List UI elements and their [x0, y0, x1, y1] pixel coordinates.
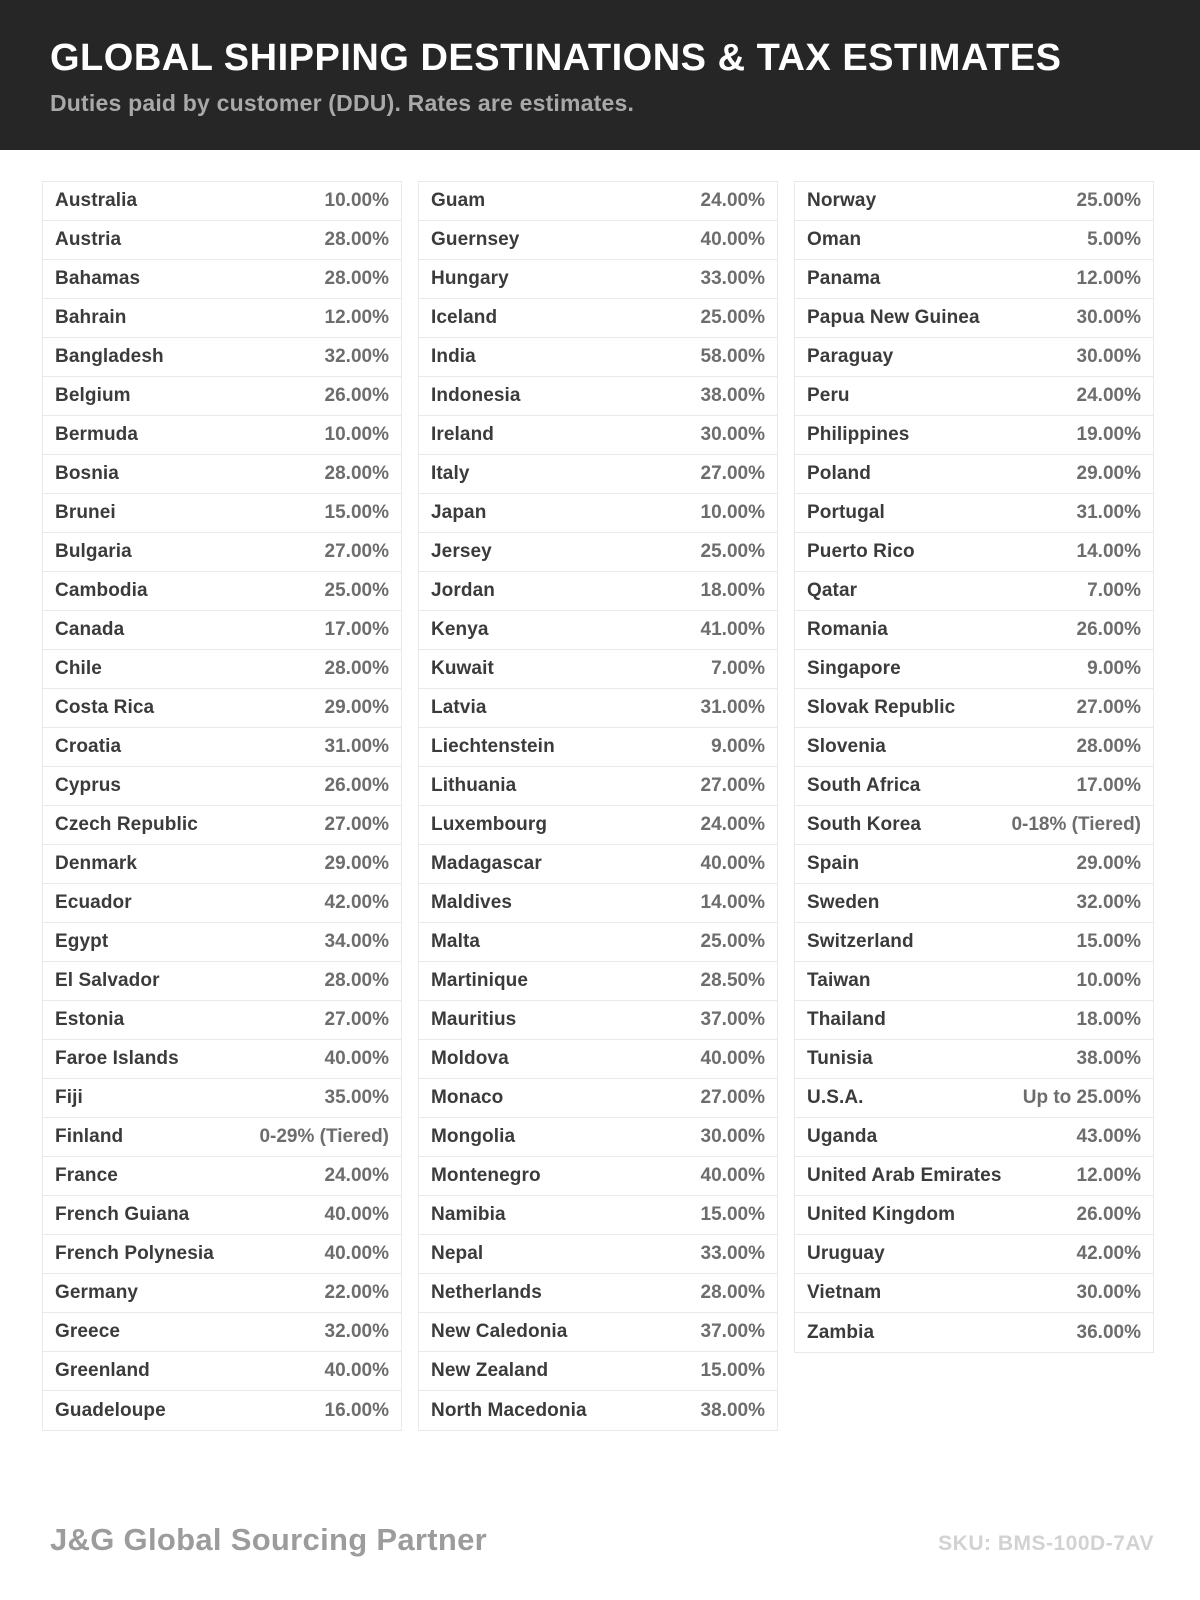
country-name: Netherlands [431, 1282, 542, 1303]
table-row [419, 806, 777, 845]
country-name: Nepal [431, 1243, 484, 1264]
tax-rate: 40.00% [700, 853, 765, 874]
country-name: Latvia [431, 697, 487, 718]
country-name: Ireland [431, 424, 494, 445]
tax-rate: 31.00% [700, 697, 765, 718]
country-name: Costa Rica [55, 697, 155, 718]
table-row [795, 1235, 1153, 1274]
tax-rate: 37.00% [700, 1009, 765, 1030]
tax-rate: 32.00% [1076, 892, 1141, 913]
table-row [43, 1118, 401, 1157]
tax-rate: 33.00% [700, 1243, 765, 1264]
tax-rate: 31.00% [1076, 502, 1141, 523]
tax-rate: 15.00% [1076, 931, 1141, 952]
country-name: El Salvador [55, 970, 160, 991]
tax-rate: 40.00% [700, 1165, 765, 1186]
table-row [43, 338, 401, 377]
tax-rate: 30.00% [1076, 346, 1141, 367]
table-row [43, 689, 401, 728]
country-name: Martinique [431, 970, 529, 991]
country-name: Jordan [431, 580, 495, 601]
country-name: Tunisia [807, 1048, 873, 1069]
table-row [43, 221, 401, 260]
table-row [43, 533, 401, 572]
table-row [795, 1157, 1153, 1196]
tax-rate: 28.00% [324, 229, 389, 250]
country-name: Guernsey [431, 229, 520, 250]
country-name: Fiji [55, 1087, 83, 1108]
table-row [43, 1001, 401, 1040]
tax-rate: 25.00% [324, 580, 389, 601]
tax-rate: 27.00% [700, 1087, 765, 1108]
country-name: South Africa [807, 775, 921, 796]
table-row [419, 338, 777, 377]
country-name: Japan [431, 502, 487, 523]
tax-rate: 24.00% [700, 814, 765, 835]
table-row [419, 1235, 777, 1274]
tax-rate: 29.00% [324, 853, 389, 874]
tax-rate: 5.00% [1087, 229, 1141, 250]
country-name: Portugal [807, 502, 885, 523]
table-row [43, 1274, 401, 1313]
table-row [795, 377, 1153, 416]
country-name: Poland [807, 463, 871, 484]
table-row [43, 377, 401, 416]
table-row [43, 650, 401, 689]
table-row [419, 533, 777, 572]
country-name: Cambodia [55, 580, 148, 601]
table-row [795, 806, 1153, 845]
table-row [419, 1118, 777, 1157]
page-footer [50, 1522, 1154, 1558]
table-row [419, 1157, 777, 1196]
country-name: Liechtenstein [431, 736, 555, 757]
rates-column-1 [42, 181, 402, 1431]
table-row [419, 1352, 777, 1391]
tax-rate: 29.00% [324, 697, 389, 718]
country-name: Czech Republic [55, 814, 198, 835]
table-row [419, 1391, 777, 1430]
tax-rate: 40.00% [700, 1048, 765, 1069]
rates-column-3 [794, 181, 1154, 1353]
tax-rate: 24.00% [700, 190, 765, 211]
country-name: Montenegro [431, 1165, 541, 1186]
table-row [795, 1313, 1153, 1352]
table-row [795, 728, 1153, 767]
tax-rate: 0-18% (Tiered) [1011, 814, 1141, 835]
country-name: Qatar [807, 580, 858, 601]
country-name: Brunei [55, 502, 116, 523]
table-row [419, 416, 777, 455]
tax-rate: 24.00% [1076, 385, 1141, 406]
tax-rate: 19.00% [1076, 424, 1141, 445]
country-name: Maldives [431, 892, 513, 913]
country-name: Monaco [431, 1087, 504, 1108]
country-name: India [431, 346, 476, 367]
table-row [795, 416, 1153, 455]
country-name: Cyprus [55, 775, 122, 796]
tax-rate: 40.00% [324, 1243, 389, 1264]
table-row [43, 767, 401, 806]
table-row [43, 1313, 401, 1352]
tax-rate: 25.00% [700, 931, 765, 952]
tax-rate: 28.00% [324, 463, 389, 484]
country-name: Finland [55, 1126, 124, 1147]
tax-rate: 40.00% [324, 1048, 389, 1069]
country-name: Puerto Rico [807, 541, 915, 562]
table-row [795, 650, 1153, 689]
country-name: Kenya [431, 619, 489, 640]
country-name: Bosnia [55, 463, 119, 484]
tax-rate: 17.00% [324, 619, 389, 640]
table-row [795, 689, 1153, 728]
table-row [795, 611, 1153, 650]
country-name: North Macedonia [431, 1399, 587, 1421]
table-row [795, 884, 1153, 923]
tax-rate: 9.00% [711, 736, 765, 757]
rates-table [42, 181, 1154, 1431]
table-row [795, 923, 1153, 962]
tax-rate: 28.00% [324, 658, 389, 679]
country-name: Greenland [55, 1360, 150, 1381]
tax-rate: 7.00% [1087, 580, 1141, 601]
country-name: Kuwait [431, 658, 494, 679]
table-row [795, 182, 1153, 221]
table-row [795, 1118, 1153, 1157]
country-name: Philippines [807, 424, 910, 445]
tax-rate: 27.00% [324, 814, 389, 835]
tax-rate: 30.00% [700, 424, 765, 445]
tax-rate: 43.00% [1076, 1126, 1141, 1147]
tax-rate: 26.00% [324, 775, 389, 796]
tax-rate: 27.00% [1076, 697, 1141, 718]
table-row [795, 494, 1153, 533]
table-row [419, 299, 777, 338]
country-name: Canada [55, 619, 125, 640]
table-row [419, 377, 777, 416]
table-row [43, 299, 401, 338]
tax-rate: 0-29% (Tiered) [259, 1126, 389, 1147]
tax-rate: 26.00% [1076, 619, 1141, 640]
tax-rate: 25.00% [700, 307, 765, 328]
table-row [43, 572, 401, 611]
tax-rate: 18.00% [1076, 1009, 1141, 1030]
tax-rate: 27.00% [700, 775, 765, 796]
table-row [419, 611, 777, 650]
tax-rate: 32.00% [324, 1321, 389, 1342]
tax-rate: 14.00% [700, 892, 765, 913]
table-row [43, 884, 401, 923]
country-name: France [55, 1165, 118, 1186]
table-row [43, 182, 401, 221]
sku-label: SKU: BMS-100D-7AV [938, 1532, 1154, 1555]
country-name: Lithuania [431, 775, 517, 796]
country-name: Uganda [807, 1126, 878, 1147]
country-name: French Guiana [55, 1204, 190, 1225]
tax-rate: 58.00% [700, 346, 765, 367]
country-name: Norway [807, 190, 877, 211]
tax-rate: 26.00% [324, 385, 389, 406]
table-row [419, 455, 777, 494]
table-row [419, 845, 777, 884]
table-row [419, 923, 777, 962]
table-row [419, 650, 777, 689]
country-name: Germany [55, 1282, 139, 1303]
tax-rate: 29.00% [1076, 853, 1141, 874]
country-name: Australia [55, 190, 138, 211]
tax-rate: 22.00% [324, 1282, 389, 1303]
tax-rate: 15.00% [700, 1360, 765, 1381]
tax-rate: 42.00% [1076, 1243, 1141, 1264]
table-row [795, 338, 1153, 377]
table-row [43, 806, 401, 845]
table-row [795, 962, 1153, 1001]
table-row [795, 1040, 1153, 1079]
table-row [795, 221, 1153, 260]
country-name: Oman [807, 229, 862, 250]
country-name: Jersey [431, 541, 492, 562]
table-row [795, 845, 1153, 884]
country-name: U.S.A. [807, 1087, 864, 1108]
country-name: Sweden [807, 892, 880, 913]
table-row [419, 1196, 777, 1235]
country-name: Belgium [55, 385, 131, 406]
country-name: Namibia [431, 1204, 506, 1225]
page-header [0, 0, 1200, 150]
table-row [419, 182, 777, 221]
tax-rate: 27.00% [324, 1009, 389, 1030]
table-row [43, 1157, 401, 1196]
country-name: South Korea [807, 814, 922, 835]
table-row [419, 1313, 777, 1352]
country-name: Ecuador [55, 892, 132, 913]
country-name: Bulgaria [55, 541, 132, 562]
tax-rate: 27.00% [324, 541, 389, 562]
table-row [43, 962, 401, 1001]
tax-rate: 31.00% [324, 736, 389, 757]
page-subtitle: Duties paid by customer (DDU). Rates are estimates. [50, 89, 635, 116]
country-name: Taiwan [807, 970, 871, 991]
tax-rate: 12.00% [1076, 1165, 1141, 1186]
tax-rate: 38.00% [1076, 1048, 1141, 1069]
table-row [43, 611, 401, 650]
table-row [43, 1235, 401, 1274]
table-row [795, 260, 1153, 299]
country-name: Greece [55, 1321, 121, 1342]
tax-rate: 34.00% [324, 931, 389, 952]
tax-rate: 10.00% [1076, 970, 1141, 991]
tax-rate: 10.00% [324, 424, 389, 445]
tax-rate: 17.00% [1076, 775, 1141, 796]
tax-rate: 18.00% [700, 580, 765, 601]
table-row [43, 1196, 401, 1235]
tax-rate: 30.00% [1076, 307, 1141, 328]
table-row [795, 533, 1153, 572]
country-name: Thailand [807, 1009, 886, 1030]
table-row [419, 1040, 777, 1079]
country-name: Luxembourg [431, 814, 548, 835]
country-name: Bahamas [55, 268, 141, 289]
country-name: Switzerland [807, 931, 914, 952]
tax-rate: 36.00% [1076, 1321, 1141, 1343]
tax-rate: 27.00% [700, 463, 765, 484]
table-row [795, 455, 1153, 494]
country-name: Moldova [431, 1048, 509, 1069]
country-name: Croatia [55, 736, 122, 757]
tax-rate: 28.00% [1076, 736, 1141, 757]
tax-rate: 24.00% [324, 1165, 389, 1186]
country-name: Slovenia [807, 736, 886, 757]
country-name: Indonesia [431, 385, 521, 406]
tax-rate: 30.00% [700, 1126, 765, 1147]
tax-rate: 12.00% [1076, 268, 1141, 289]
table-row [419, 221, 777, 260]
tax-rate: 7.00% [711, 658, 765, 679]
tax-rate: 42.00% [324, 892, 389, 913]
country-name: Faroe Islands [55, 1048, 179, 1069]
table-row [419, 728, 777, 767]
country-name: Hungary [431, 268, 509, 289]
table-row [795, 1274, 1153, 1313]
tax-rate: 35.00% [324, 1087, 389, 1108]
country-name: Guadeloupe [55, 1399, 166, 1421]
country-name: New Caledonia [431, 1321, 568, 1342]
brand-name: J&G Global Sourcing Partner [50, 1522, 488, 1557]
table-row [43, 1391, 401, 1430]
table-row [795, 1001, 1153, 1040]
tax-rate: Up to 25.00% [1022, 1087, 1141, 1108]
table-row [43, 1352, 401, 1391]
tax-rate: 41.00% [700, 619, 765, 640]
tax-rate: 10.00% [700, 502, 765, 523]
country-name: Estonia [55, 1009, 125, 1030]
table-row [43, 455, 401, 494]
table-row [795, 572, 1153, 611]
table-row [795, 767, 1153, 806]
tax-rate: 37.00% [700, 1321, 765, 1342]
country-name: Bangladesh [55, 346, 164, 367]
tax-rate: 28.00% [324, 268, 389, 289]
country-name: Paraguay [807, 346, 894, 367]
country-name: Uruguay [807, 1243, 885, 1264]
tax-rate: 28.50% [700, 970, 765, 991]
table-row [419, 884, 777, 923]
table-row [43, 416, 401, 455]
country-name: Denmark [55, 853, 138, 874]
country-name: Slovak Republic [807, 697, 956, 718]
tax-rate: 38.00% [700, 1399, 765, 1421]
country-name: Zambia [807, 1321, 875, 1343]
table-row [43, 1040, 401, 1079]
country-name: Guam [431, 190, 486, 211]
tax-rate: 26.00% [1076, 1204, 1141, 1225]
table-row [43, 845, 401, 884]
country-name: Spain [807, 853, 860, 874]
country-name: Vietnam [807, 1282, 882, 1303]
tax-rate: 40.00% [324, 1360, 389, 1381]
table-row [795, 299, 1153, 338]
table-row [419, 689, 777, 728]
tax-rate: 15.00% [324, 502, 389, 523]
table-row [419, 1079, 777, 1118]
tax-rate: 40.00% [700, 229, 765, 250]
tax-rate: 32.00% [324, 346, 389, 367]
tax-rate: 38.00% [700, 385, 765, 406]
tax-rate: 16.00% [324, 1399, 389, 1421]
country-name: United Arab Emirates [807, 1165, 1002, 1186]
table-row [795, 1196, 1153, 1235]
table-row [419, 494, 777, 533]
page-title: GLOBAL SHIPPING DESTINATIONS & TAX ESTIMATES [50, 37, 1062, 79]
country-name: Bermuda [55, 424, 139, 445]
table-row [43, 1079, 401, 1118]
table-row [419, 1001, 777, 1040]
table-row [419, 1274, 777, 1313]
country-name: Egypt [55, 931, 109, 952]
country-name: Romania [807, 619, 888, 640]
table-row [43, 923, 401, 962]
tax-rate: 12.00% [324, 307, 389, 328]
tax-rate: 14.00% [1076, 541, 1141, 562]
country-name: Mongolia [431, 1126, 516, 1147]
country-name: Panama [807, 268, 881, 289]
tax-rate: 25.00% [700, 541, 765, 562]
tax-rate: 15.00% [700, 1204, 765, 1225]
tax-rate: 33.00% [700, 268, 765, 289]
country-name: French Polynesia [55, 1243, 214, 1264]
country-name: Chile [55, 658, 102, 679]
country-name: Peru [807, 385, 850, 406]
country-name: Singapore [807, 658, 901, 679]
country-name: Malta [431, 931, 481, 952]
table-row [419, 767, 777, 806]
country-name: Italy [431, 463, 470, 484]
country-name: Iceland [431, 307, 498, 328]
tax-rate: 25.00% [1076, 190, 1141, 211]
tax-rate: 10.00% [324, 190, 389, 211]
tax-rate: 30.00% [1076, 1282, 1141, 1303]
country-name: United Kingdom [807, 1204, 956, 1225]
table-row [419, 962, 777, 1001]
tax-rate: 28.00% [324, 970, 389, 991]
table-row [43, 494, 401, 533]
table-row [795, 1079, 1153, 1118]
table-row [419, 572, 777, 611]
country-name: Austria [55, 229, 122, 250]
table-row [43, 728, 401, 767]
country-name: Papua New Guinea [807, 307, 980, 328]
tax-rate: 29.00% [1076, 463, 1141, 484]
tax-rate: 28.00% [700, 1282, 765, 1303]
country-name: New Zealand [431, 1360, 549, 1381]
country-name: Mauritius [431, 1009, 517, 1030]
country-name: Madagascar [431, 853, 542, 874]
tax-rate: 40.00% [324, 1204, 389, 1225]
rates-column-2 [418, 181, 778, 1431]
country-name: Bahrain [55, 307, 127, 328]
tax-rate: 9.00% [1087, 658, 1141, 679]
table-row [43, 260, 401, 299]
table-row [419, 260, 777, 299]
